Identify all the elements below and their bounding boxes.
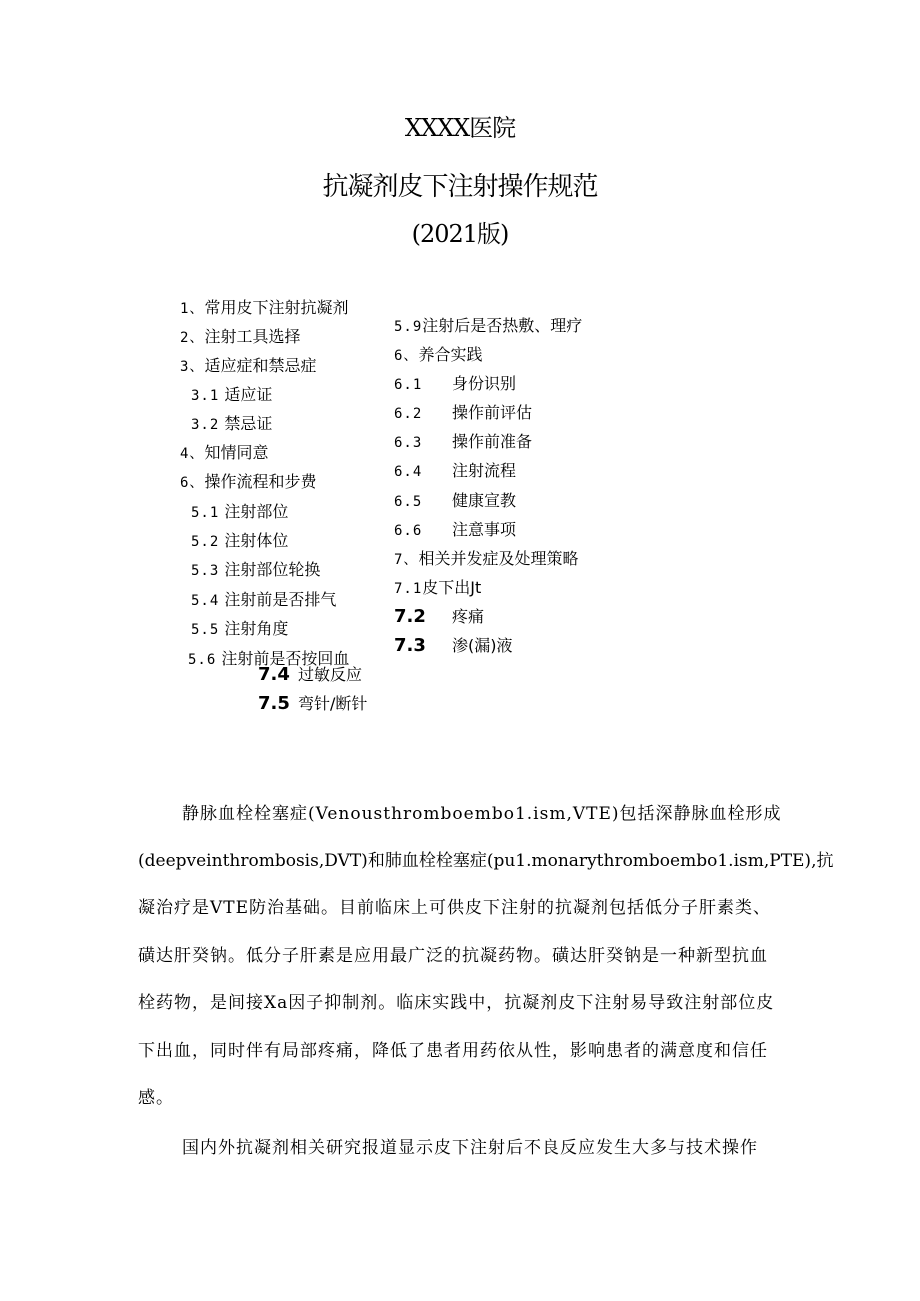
toc-item — [180, 327, 300, 348]
toc-label: 注射前是否按回血 — [221, 649, 350, 668]
toc-label: 注射角度 — [224, 619, 289, 638]
toc-item — [394, 345, 482, 366]
paragraph-line: 磺达肝癸钠。低分子肝素是应用最广泛的抗凝药物。磺达肝癸钠是一种新型抗血 — [138, 946, 768, 966]
toc-number: 6.6 — [394, 523, 423, 539]
toc-item-clipped — [188, 649, 350, 668]
hospital-name: XXXX医院 — [404, 114, 516, 142]
paragraph-line: 下出血，同时伴有局部疼痛，降低了患者用药依从性，影响患者的满意度和信任 — [138, 1041, 768, 1061]
toc-number: 5.4 — [191, 593, 220, 609]
toc-label: 疼痛 — [452, 607, 485, 626]
toc-label: 禁忌证 — [224, 414, 273, 433]
toc-label: 常用皮下注射抗凝剂 — [204, 298, 349, 317]
toc-number: 7.2 — [394, 606, 426, 627]
toc-label: 操作前准备 — [452, 432, 533, 451]
toc-item — [394, 636, 513, 656]
toc-number: 5.3 — [191, 563, 220, 579]
toc-number: 6.3 — [394, 435, 423, 451]
toc-number: 7.4 — [258, 664, 290, 685]
toc-number: 7.3 — [394, 635, 426, 656]
toc-label: 注意事项 — [452, 520, 517, 539]
toc-label: 适应证 — [224, 385, 273, 404]
toc-number: 3.1 — [191, 388, 220, 404]
toc-label: 注射后是否热敷、理疗 — [422, 316, 583, 335]
toc-number: 5.6 — [188, 652, 217, 668]
paragraph-line: 凝治疗是VTE防治基础。目前临床上可供皮下注射的抗凝剂包括低分子肝素类、 — [138, 898, 772, 918]
toc-item — [180, 472, 316, 493]
document-title: 抗凝剂皮下注射操作规范 — [322, 172, 598, 202]
toc-label: 注射流程 — [452, 461, 517, 480]
toc-item — [191, 414, 272, 435]
toc-item — [394, 520, 516, 541]
toc-number: 6.1 — [394, 377, 423, 393]
toc-label: 操作流程和步费 — [204, 472, 317, 491]
toc-item — [180, 443, 268, 464]
toc-number: 5.5 — [191, 622, 220, 638]
toc-label: 知情同意 — [204, 443, 269, 462]
toc-item — [394, 607, 484, 627]
toc-item — [191, 590, 336, 611]
toc-number: 6.5 — [394, 494, 423, 510]
toc-number: 5.1 — [191, 505, 220, 521]
toc-label: 注射前是否排气 — [224, 590, 337, 609]
toc-label: 身份识别 — [452, 374, 517, 393]
toc-label: 健康宣教 — [452, 491, 517, 510]
toc-item — [180, 356, 316, 377]
toc-item — [394, 461, 516, 482]
toc-number: 6.2 — [394, 406, 423, 422]
toc-item — [258, 665, 362, 685]
toc-number: 6.4 — [394, 464, 423, 480]
toc-item — [191, 560, 320, 581]
toc-item — [394, 578, 481, 599]
toc-item — [394, 403, 532, 424]
toc-label: 养合实践 — [418, 345, 483, 364]
toc-label: 注射工具选择 — [204, 327, 301, 346]
paragraph-line: (deepveinthrombosis,DVT)和肺血栓栓塞症(pu1.monarythromboembo1.ism,PTE),抗 — [138, 851, 834, 871]
toc-item — [180, 298, 348, 319]
toc-number: 5.2 — [191, 534, 220, 550]
toc-label: 操作前评估 — [452, 403, 533, 422]
toc-item — [191, 385, 272, 406]
toc-item — [394, 316, 582, 337]
toc-label: 注射部位轮换 — [224, 560, 321, 579]
toc-number: 1、 — [180, 301, 205, 317]
toc-number: 7.5 — [258, 693, 290, 714]
toc-number: 2、 — [180, 330, 205, 346]
toc-label: 注射部位 — [224, 502, 289, 521]
toc-item — [258, 694, 367, 714]
paragraph-line: 栓药物，是间接Xa因子抑制剂。临床实践中，抗凝剂皮下注射易导致注射部位皮 — [138, 993, 775, 1013]
toc-number: 6、 — [180, 475, 205, 491]
toc-item — [191, 619, 288, 640]
toc-label: 适应症和禁忌症 — [204, 356, 317, 375]
toc-label: 弯针/断针 — [298, 694, 368, 713]
document-edition: (2021版) — [411, 220, 509, 248]
toc-item — [191, 531, 288, 552]
toc-label: 相关并发症及处理策略 — [418, 549, 579, 568]
toc-number: 5.9 — [394, 319, 423, 335]
toc-item — [394, 549, 578, 570]
toc-number: 4、 — [180, 446, 205, 462]
toc-label: 过敏反应 — [298, 665, 363, 684]
toc-number: 6、 — [394, 348, 419, 364]
toc-item — [394, 374, 516, 395]
toc-item — [191, 502, 288, 523]
toc-label: 渗(漏)液 — [452, 636, 513, 655]
toc-number: 7.1 — [394, 581, 423, 597]
toc-label: 皮下出Jt — [422, 578, 482, 597]
toc-number: 3.2 — [191, 417, 220, 433]
paragraph-line: 静脉血栓栓塞症(Venousthromboembo1.ism,VTE)包括深静脉血栓形成 — [182, 804, 782, 824]
toc-item — [394, 432, 532, 453]
paragraph-line: 国内外抗凝剂相关研究报道显示皮下注射后不良反应发生大多与技术操作 — [182, 1138, 758, 1158]
toc-number: 3、 — [180, 359, 205, 375]
toc-item — [394, 491, 516, 512]
paragraph-line: 感。 — [138, 1088, 174, 1108]
toc-number: 7、 — [394, 552, 419, 568]
toc-label: 注射体位 — [224, 531, 289, 550]
